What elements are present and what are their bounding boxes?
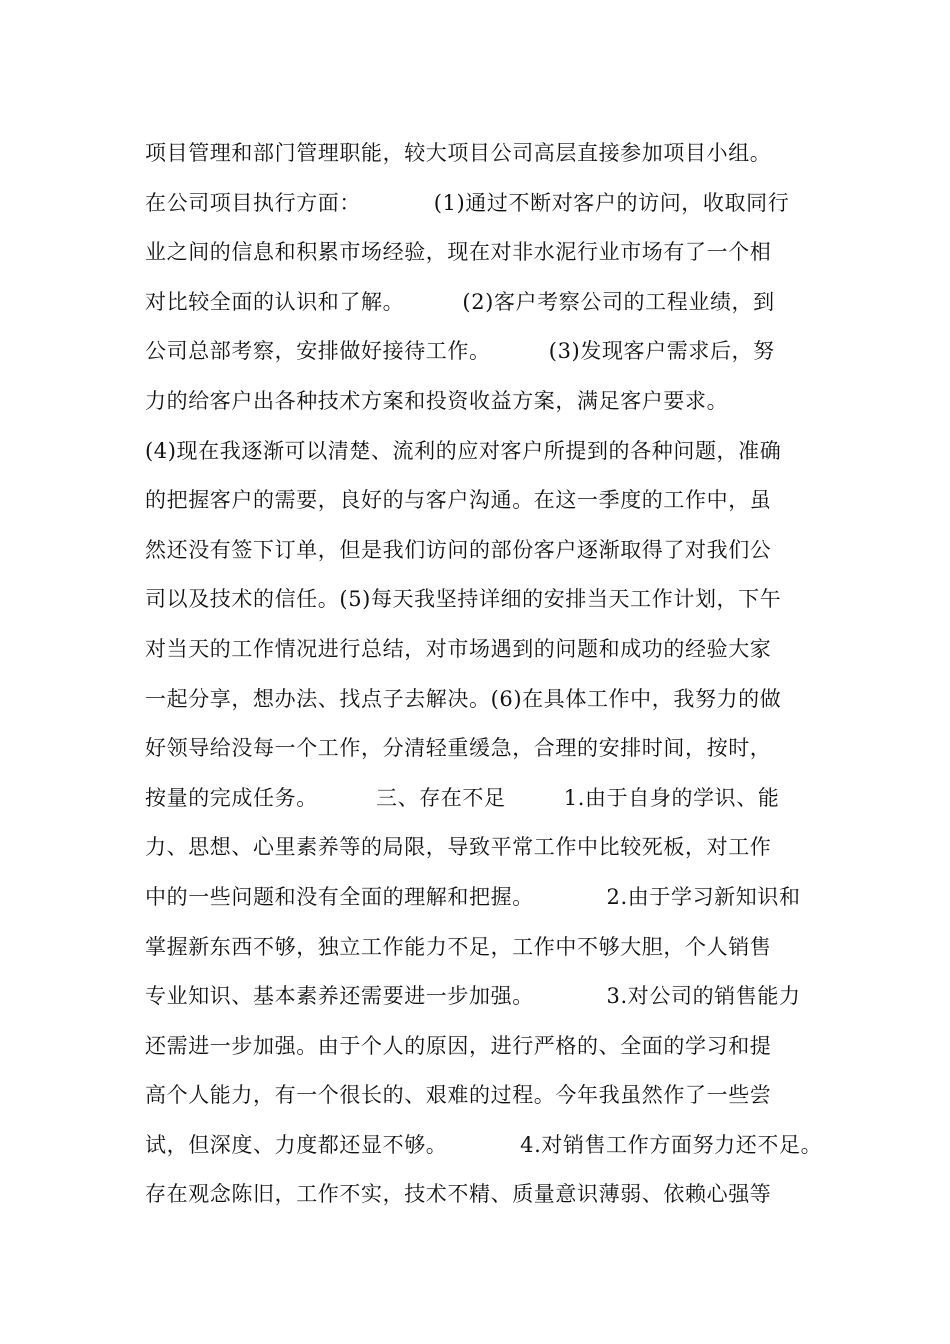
text-line: 司以及技术的信任。(5)每天我坚持详细的安排当天工作计划，下午 (145, 587, 782, 612)
text-line: 业之间的信息和积累市场经验，现在对非水泥行业市场有了一个相 (145, 240, 772, 265)
text-line: 对当天的工作情况进行总结，对市场遇到的问题和成功的经验大家 (145, 636, 772, 661)
text-line: 掌握新东西不够，独立工作能力不足，工作中不够大胆，个人销售 (145, 934, 772, 959)
text-line: 好领导给没每一个工作，分清轻重缓急，合理的安排时间，按时， (145, 736, 772, 761)
text-line: 还需进一步加强。由于个人的原因，进行严格的、全面的学习和提 (145, 1033, 772, 1058)
text-line: 然还没有签下订单，但是我们访问的部份客户逐渐取得了对我们公 (145, 537, 772, 562)
text-line: 存在观念陈旧，工作不实，技术不精、质量意识薄弱、依赖心强等 (145, 1182, 772, 1207)
text-line: 在公司项目执行方面： (1)通过不断对客户的访问，收取同行 (145, 190, 790, 215)
text-line: 公司总部考察，安排做好接待工作。 (3)发现客户需求后，努 (145, 339, 775, 364)
text-line: 高个人能力，有一个很长的、艰难的过程。今年我虽然作了一些尝 (145, 1083, 772, 1108)
text-line: 力的给客户出各种技术方案和投资收益方案，满足客户要求。 (145, 388, 729, 413)
text-line: 力、思想、心里素养等的局限，导致平常工作中比较死板，对工作 (145, 835, 772, 860)
text-line: 对比较全面的认识和了解。 (2)客户考察公司的工程业绩，到 (145, 289, 775, 314)
text-line: 项目管理和部门管理职能，较大项目公司高层直接参加项目小组。 (145, 141, 772, 165)
body-text (145, 129, 825, 1220)
text-line: 中的一些问题和没有全面的理解和把握。 2.由于学习新知识和 (145, 884, 801, 909)
text-line: 专业知识、基本素养还需要进一步加强。 3.对公司的销售能力 (145, 984, 801, 1009)
text-line: 的把握客户的需要，良好的与客户沟通。在这一季度的工作中，虽 (145, 488, 772, 513)
text-line: 按量的完成任务。 三、存在不足 1.由于自身的学识、能 (145, 785, 780, 810)
text-line: (4)现在我逐渐可以清楚、流利的应对客户所提到的各种问题，准确 (145, 438, 782, 463)
text-line: 试，但深度、力度都还显不够。 4.对销售工作方面努力还不足。 (145, 1132, 823, 1157)
text-line: 一起分享，想办法、找点子去解决。(6)在具体工作中，我努力的做 (145, 686, 782, 711)
